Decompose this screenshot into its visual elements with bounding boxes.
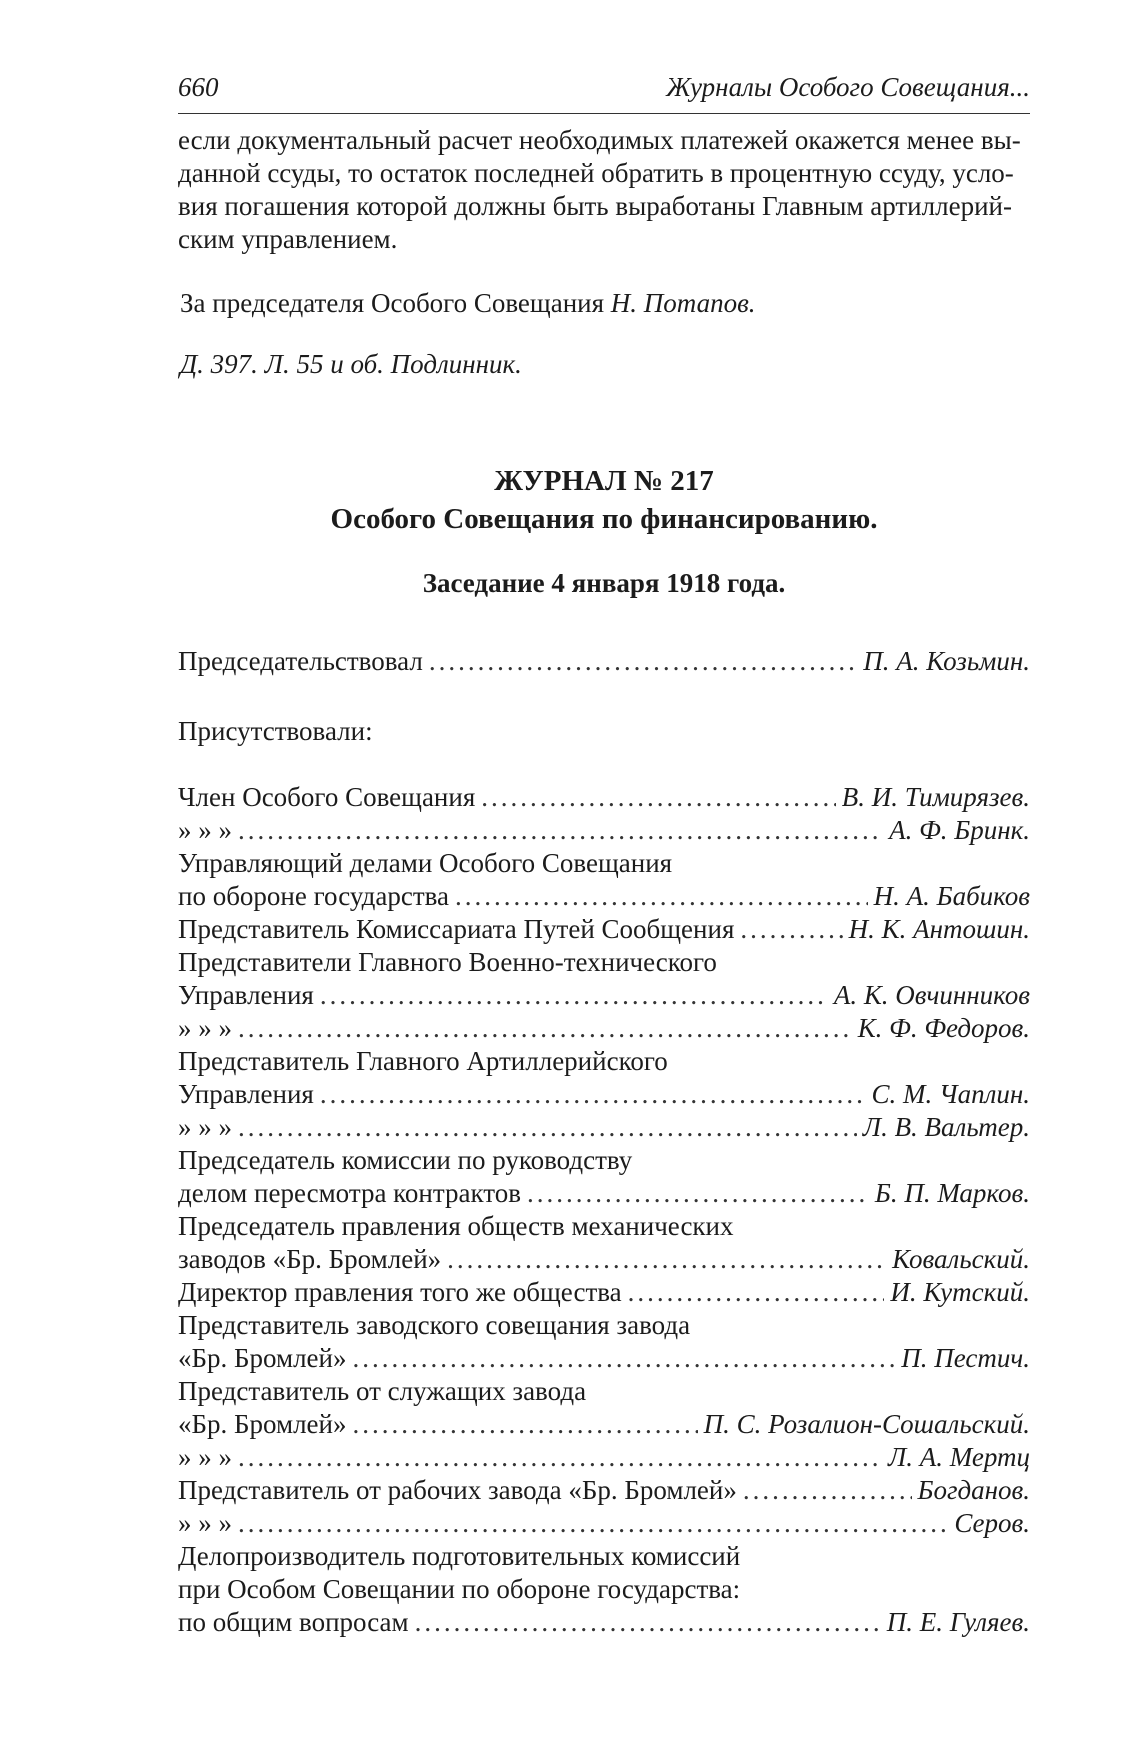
attendee-row	[178, 1243, 1030, 1276]
attendee-row	[178, 1111, 1030, 1144]
attendee-row	[178, 979, 1030, 1012]
attendee-name: А. Ф. Бринк.	[889, 815, 1030, 845]
attendee-row	[178, 1441, 1030, 1474]
attendee-name: Л. А. Мертц	[887, 1442, 1030, 1472]
session-date: Заседание 4 января 1918 года.	[422, 568, 786, 598]
chair-row	[178, 645, 1030, 678]
text-line: если документальный расчет необходимых платежей окажется менее вы-	[178, 125, 1021, 155]
attendee-row	[178, 1540, 1030, 1573]
attendee-row	[178, 1177, 1030, 1210]
attendee-name: Н. А. Бабиков	[873, 881, 1030, 911]
running-title: Журналы Особого Совещания...	[666, 72, 1030, 102]
attendee-role: » » »	[178, 1442, 232, 1472]
leader-dots	[353, 1408, 698, 1441]
attendee-role: » » »	[178, 815, 232, 845]
document-page	[178, 72, 1030, 1639]
attendee-role: Член Особого Совещания	[178, 782, 476, 812]
attendee-row	[178, 1276, 1030, 1309]
attendee-role: Управления	[178, 980, 314, 1010]
attendee-role: » » »	[178, 1013, 232, 1043]
attendee-row	[178, 781, 1030, 814]
attendee-row	[178, 913, 1030, 946]
attendee-name: Богданов.	[917, 1475, 1030, 1505]
text-line: ским управлением.	[178, 224, 398, 254]
leader-dots	[455, 880, 868, 913]
attendee-row	[178, 1078, 1030, 1111]
attendee-role: Делопроизводитель подготовительных комиссий	[178, 1541, 741, 1571]
attendee-role: делом пересмотра контрактов	[178, 1178, 521, 1208]
attendee-row	[178, 1210, 1030, 1243]
signature-prefix: За председателя Особого Совещания	[180, 288, 605, 318]
leader-dots	[238, 1507, 948, 1540]
text-line: вия погашения которой должны быть выработаны Главным артиллерий-	[178, 191, 1012, 221]
attendee-row	[178, 946, 1030, 979]
page-number: 660	[178, 72, 219, 102]
page-header	[178, 72, 1030, 114]
attendee-row	[178, 1408, 1030, 1441]
attendee-row	[178, 1573, 1030, 1606]
attendee-role: » » »	[178, 1112, 232, 1142]
leader-dots	[628, 1276, 885, 1309]
leader-dots	[740, 913, 842, 946]
attendee-role: Директор правления того же общества	[178, 1277, 622, 1307]
attendee-role: по обороне государства	[178, 881, 450, 911]
attendee-row	[178, 1012, 1030, 1045]
attendee-role: » » »	[178, 1508, 232, 1538]
leader-dots	[743, 1474, 912, 1507]
attendee-name: Серов.	[954, 1508, 1030, 1538]
journal-title: ЖУРНАЛ № 217	[494, 465, 714, 497]
attendee-role: Управления	[178, 1079, 314, 1109]
source-note: Д. 397. Л. 55 и об. Подлинник.	[180, 349, 522, 379]
leader-dots	[415, 1606, 881, 1639]
attendee-name: П. Пестич.	[901, 1343, 1030, 1373]
journal-title-block	[178, 462, 1030, 599]
attendee-row	[178, 1507, 1030, 1540]
leader-dots	[527, 1177, 869, 1210]
attendee-row	[178, 1375, 1030, 1408]
attendee-role: Представитель от рабочих завода «Бр. Бромлей»	[178, 1475, 737, 1505]
attendee-name: П. С. Розалион-Сошальский.	[703, 1409, 1030, 1439]
attendee-role: Председатель правления обществ механических	[178, 1211, 734, 1241]
leader-dots	[353, 1342, 896, 1375]
attendee-name: С. М. Чаплин.	[871, 1079, 1030, 1109]
leader-dots	[429, 645, 857, 678]
leader-dots	[320, 979, 828, 1012]
attendee-role: «Бр. Бромлей»	[178, 1409, 347, 1439]
signature-line	[178, 288, 1030, 319]
attendee-name: А. К. Овчинников	[833, 980, 1030, 1010]
leader-dots	[481, 781, 835, 814]
attendee-name: Ковальский.	[892, 1244, 1030, 1274]
attendee-role: Председатель комиссии по руководству	[178, 1145, 633, 1175]
chair-label: Председательствовал	[178, 646, 423, 676]
attendee-name: И. Кутский.	[890, 1277, 1030, 1307]
leader-dots	[238, 1111, 857, 1144]
attendee-role: Представитель Комиссариата Путей Сообщения	[178, 914, 735, 944]
journal-subtitle: Особого Совещания по финансированию.	[330, 503, 878, 535]
attendee-row	[178, 1606, 1030, 1639]
attendee-role: Представители Главного Военно-технического	[178, 947, 717, 977]
attendee-name: Л. В. Вальтер.	[862, 1112, 1030, 1142]
attendee-role: при Особом Совещании по обороне государства:	[178, 1574, 741, 1604]
present-label: Присутствовали:	[178, 716, 373, 746]
attendee-role: Представитель от служащих завода	[178, 1376, 587, 1406]
attendee-name: К. Ф. Федоров.	[857, 1013, 1030, 1043]
leader-dots	[238, 814, 883, 847]
leader-dots	[447, 1243, 886, 1276]
attendee-role: Представитель Главного Артиллерийского	[178, 1046, 668, 1076]
attendee-role: Управляющий делами Особого Совещания	[178, 848, 673, 878]
signature-name: Н. Потапов.	[610, 288, 756, 318]
attendee-row	[178, 880, 1030, 913]
attendee-row	[178, 814, 1030, 847]
attendee-row	[178, 1309, 1030, 1342]
attendee-role: Представитель заводского совещания завода	[178, 1310, 691, 1340]
leader-dots	[320, 1078, 866, 1111]
attendee-row	[178, 1342, 1030, 1375]
attendee-name: Б. П. Марков.	[874, 1178, 1030, 1208]
attendee-role: «Бр. Бромлей»	[178, 1343, 347, 1373]
attendee-row	[178, 1474, 1030, 1507]
attendee-row	[178, 1144, 1030, 1177]
attendee-list	[178, 781, 1030, 1639]
chair-name: П. А. Козьмин.	[863, 646, 1030, 676]
text-line: данной ссуды, то остаток последней обратить в процентную ссуду, усло-	[178, 158, 1014, 188]
attendee-row	[178, 1045, 1030, 1078]
attendee-name: П. Е. Гуляев.	[886, 1607, 1030, 1637]
leader-dots	[238, 1012, 852, 1045]
attendee-row	[178, 847, 1030, 880]
leader-dots	[238, 1441, 882, 1474]
continuation-paragraph	[178, 124, 1030, 256]
attendee-role: по общим вопросам	[178, 1607, 409, 1637]
attendee-name: В. И. Тимирязев.	[841, 782, 1030, 812]
attendee-role: заводов «Бр. Бромлей»	[178, 1244, 442, 1274]
attendee-name: Н. К. Антошин.	[848, 914, 1030, 944]
